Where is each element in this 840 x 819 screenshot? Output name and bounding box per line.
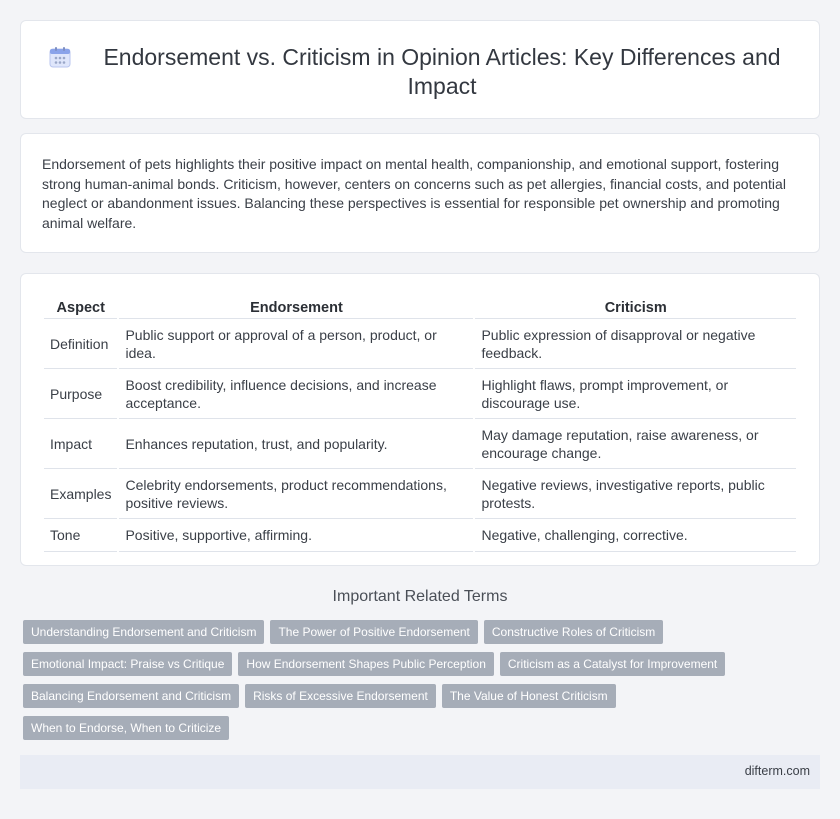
table-row [44,371,796,419]
related-term-link[interactable]: Criticism as a Catalyst for Improvement [500,652,725,676]
related-terms-heading: Important Related Terms [332,588,508,605]
related-terms-list [23,620,813,748]
description-text: Endorsement of pets highlights their positive impact on mental health, companionship, and emotional support, fostering strong human-animal bonds. Criticism, however, centers on concerns such as pet allergies, financial costs, and potential neglect or abandonment issues. Balancing these perspectives is essential for responsible pet ownership and promoting animal welfare. [42,156,786,231]
row-endorsement: Positive, supportive, affirming. [119,521,473,552]
related-term-link[interactable]: The Power of Positive Endorsement [270,620,477,644]
table-header-row [44,297,796,319]
related-term-link[interactable]: Emotional Impact: Praise vs Critique [23,652,232,676]
row-endorsement: Public support or approval of a person, product, or idea. [119,321,473,369]
row-criticism: May damage reputation, raise awareness, or encourage change. [475,421,796,469]
header-aspect: Aspect [44,297,117,319]
row-aspect: Tone [44,521,117,552]
header-endorsement: Endorsement [119,297,473,319]
table-row [44,471,796,519]
row-aspect: Purpose [44,371,117,419]
description-card [20,133,820,253]
related-term-link[interactable]: The Value of Honest Criticism [442,684,616,708]
row-criticism: Highlight flaws, prompt improvement, or discourage use. [475,371,796,419]
table-row [44,321,796,369]
related-term-link[interactable]: Understanding Endorsement and Criticism [23,620,264,644]
related-term-link[interactable]: When to Endorse, When to Criticize [23,716,229,740]
title-card [20,20,820,119]
table-row [44,521,796,552]
comparison-table [42,295,798,554]
row-criticism: Negative, challenging, corrective. [475,521,796,552]
row-aspect: Definition [44,321,117,369]
page-title: Endorsement vs. Criticism in Opinion Articles: Key Differences and Impact [103,44,781,99]
row-endorsement: Enhances reputation, trust, and popularity. [119,421,473,469]
row-endorsement: Boost credibility, influence decisions, and increase acceptance. [119,371,473,419]
related-term-link[interactable]: Balancing Endorsement and Criticism [23,684,239,708]
footer [20,755,820,789]
row-criticism: Negative reviews, investigative reports, public protests. [475,471,796,519]
related-term-link[interactable]: How Endorsement Shapes Public Perception [238,652,493,676]
table-row [44,421,796,469]
row-endorsement: Celebrity endorsements, product recommendations, positive reviews. [119,471,473,519]
row-aspect: Impact [44,421,117,469]
related-term-link[interactable]: Constructive Roles of Criticism [484,620,663,644]
site-link[interactable]: difterm.com [744,764,810,778]
row-criticism: Public expression of disapproval or negative feedback. [475,321,796,369]
related-term-link[interactable]: Risks of Excessive Endorsement [245,684,436,708]
row-aspect: Examples [44,471,117,519]
comparison-table-card [20,273,820,566]
header-criticism: Criticism [475,297,796,319]
